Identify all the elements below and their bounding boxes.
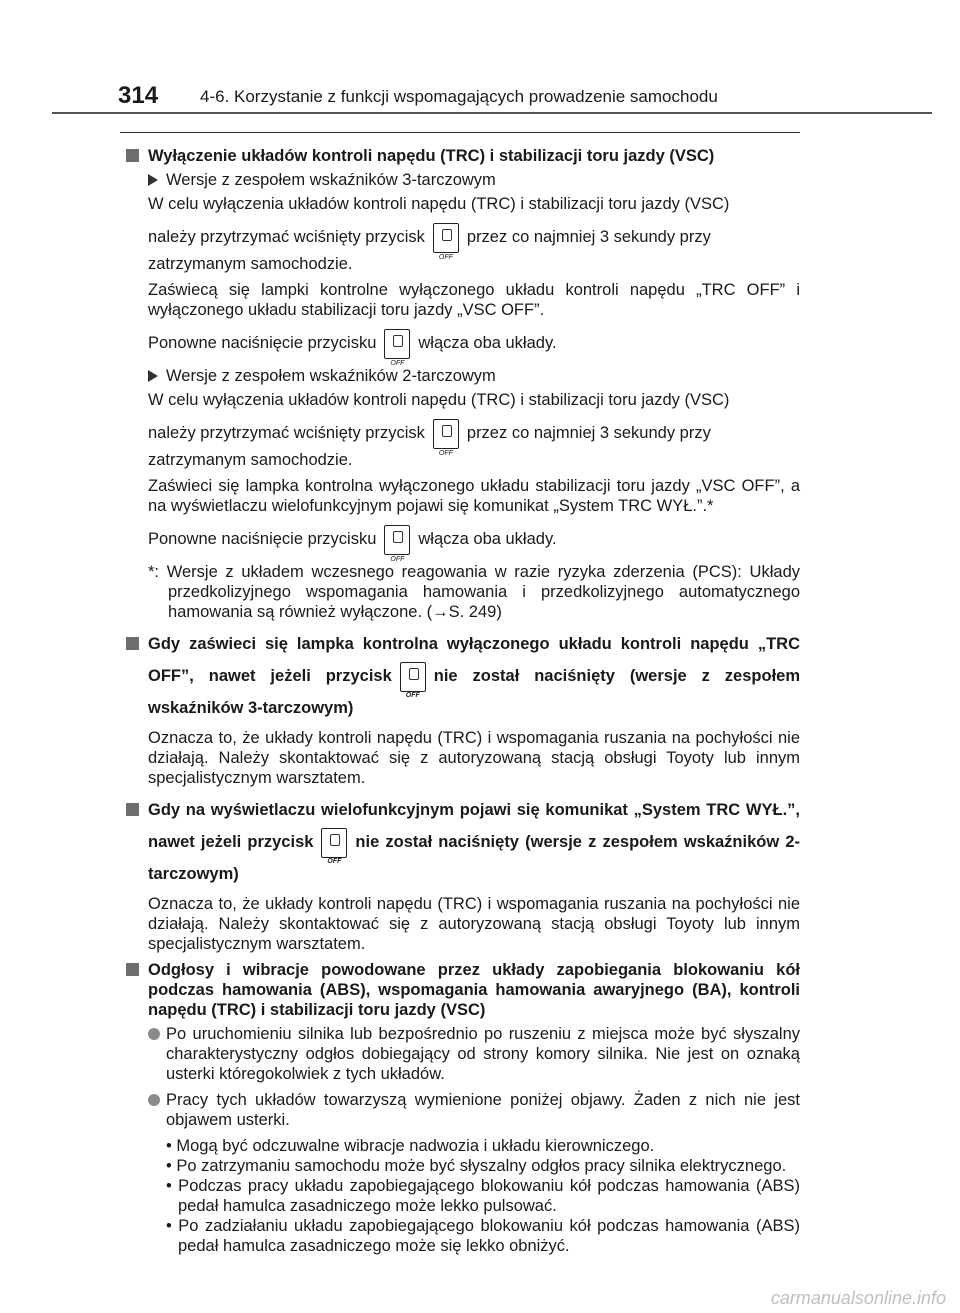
watermark: carmanualsonline.info <box>770 1288 946 1308</box>
page-content <box>126 140 800 1256</box>
paragraph: W celu wyłączenia układów kontroli napędu (TRC) i stabilizacji toru jazdy (VSC) <box>148 195 730 213</box>
variant-heading: Wersje z zespołem wskaźników 3-tarczowym <box>126 170 800 190</box>
paragraph: Zaświecą się lampki kontrolne wyłączonego układu kontroli napędu „TRC OFF” i wyłączonego układu stabilizacji toru jazdy „VSC OFF”. <box>148 281 800 319</box>
section-divider <box>120 132 800 133</box>
circle-bullet-icon <box>148 1028 160 1040</box>
sub-list-item: • Po zadziałaniu układu zapobiegającego blokowaniu kół podczas hamowania (ABS) pedał hamulca zasadniczego może się lekko obniżyć. <box>166 1217 800 1255</box>
paragraph: Ponowne naciśnięcie przycisku OFF włącza oba układy. <box>148 522 800 556</box>
paragraph: należy przytrzymać wciśnięty przycisk OFF przez co najmniej 3 sekundy przy <box>148 416 800 450</box>
variant-body <box>126 390 800 563</box>
vsc-off-button-icon: OFF <box>384 525 410 555</box>
square-bullet-icon <box>126 803 139 816</box>
vsc-off-button-icon: OFF <box>321 828 347 858</box>
list-item: Pracy tych układów towarzyszą wymienione poniżej objawy. Żaden z nich nie jest objawem usterki. <box>126 1090 800 1130</box>
paragraph: W celu wyłączenia układów kontroli napędu (TRC) i stabilizacji toru jazdy (VSC) <box>148 391 730 409</box>
square-bullet-icon <box>126 149 139 162</box>
paragraph: zatrzymanym samochodzie. <box>148 255 353 273</box>
section-heading: Gdy zaświeci się lampka kontrolna wyłączonego układu kontroli napędu „TRC OFF”, nawet jeżeli przycisk OFF nie został naciśnięty (wersje z zespołem wskaźników 3-tarczowym) <box>126 628 800 724</box>
sub-list-item: • Po zatrzymaniu samochodu może być słyszalny odgłos pracy silnika elektrycznego. <box>166 1157 787 1175</box>
chapter-title: 4-6. Korzystanie z funkcji wspomagających prowadzenie samochodu <box>200 87 718 106</box>
section-heading: Wyłączenie układów kontroli napędu (TRC) i stabilizacji toru jazdy (VSC) <box>126 146 800 166</box>
variant-body <box>126 194 800 367</box>
paragraph: zatrzymanym samochodzie. <box>148 451 353 469</box>
triangle-bullet-icon <box>148 174 158 186</box>
vsc-off-button-icon: OFF <box>433 223 459 253</box>
circle-bullet-icon <box>148 1094 160 1106</box>
square-bullet-icon <box>126 637 139 650</box>
paragraph: Oznacza to, że układy kontroli napędu (TRC) i wspomagania ruszania na pochyłości nie działają. Należy skontaktować się z autoryzowaną stacją obsługi Toyoty lub innym specjalistycznym warsztatem. <box>148 729 800 787</box>
sub-list-item: • Mogą być odczuwalne wibracje nadwozia i układu kierowniczego. <box>166 1137 655 1155</box>
square-bullet-icon <box>126 963 139 976</box>
paragraph: Zaświeci się lampka kontrolna wyłączonego układu stabilizacji toru jazdy „VSC OFF”, a na wyświetlaczu wielofunkcyjnym pojawi się komunikat „System TRC WYŁ.”.* <box>148 477 800 515</box>
list-item: Po uruchomieniu silnika lub bezpośrednio po ruszeniu z miejsca może być słyszalny charakterystyczny odgłos dobiegający od strony komory silnika. Nie jest on oznaką usterki któregokolwiek z tych układów. <box>126 1024 800 1084</box>
triangle-bullet-icon <box>148 370 158 382</box>
page-header <box>118 80 808 116</box>
header-divider <box>52 112 932 114</box>
paragraph: Oznacza to, że układy kontroli napędu (TRC) i wspomagania ruszania na pochyłości nie działają. Należy skontaktować się z autoryzowaną stacją obsługi Toyoty lub innym specjalistycznym warsztatem. <box>148 895 800 953</box>
sub-list-item: • Podczas pracy układu zapobiegającego blokowaniu kół podczas hamowania (ABS) pedał hamulca zasadniczego może lekko pulsować. <box>166 1177 800 1215</box>
section-heading: Gdy na wyświetlaczu wielofunkcyjnym pojawi się komunikat „System TRC WYŁ.”, nawet jeżeli przycisk OFF nie został naciśnięty (wersje z zespołem wskaźników 2-tarczowym) <box>126 794 800 890</box>
vsc-off-button-icon: OFF <box>433 419 459 449</box>
vsc-off-button-icon: OFF <box>384 329 410 359</box>
variant-heading: Wersje z zespołem wskaźników 2-tarczowym <box>126 366 800 386</box>
vsc-off-button-icon: OFF <box>400 662 426 692</box>
footnote: *: Wersje z układem wczesnego reagowania w razie ryzyka zderzenia (PCS): Układy przedkolizyjnego wspomagania hamowania i przedkolizyjnego automatycznego hamowania są również wyłączone. (→S. 249) <box>148 563 800 621</box>
paragraph: Ponowne naciśnięcie przycisku OFF włącza oba układy. <box>148 326 800 360</box>
paragraph: należy przytrzymać wciśnięty przycisk OFF przez co najmniej 3 sekundy przy <box>148 220 800 254</box>
page-number: 314 <box>118 82 159 109</box>
section-heading: Odgłosy i wibracje powodowane przez układy zapobiegania blokowaniu kół podczas hamowania (ABS), wspomagania hamowania awaryjnego (BA), kontroli napędu (TRC) i stabilizacji toru jazdy (VSC) <box>126 960 800 1020</box>
